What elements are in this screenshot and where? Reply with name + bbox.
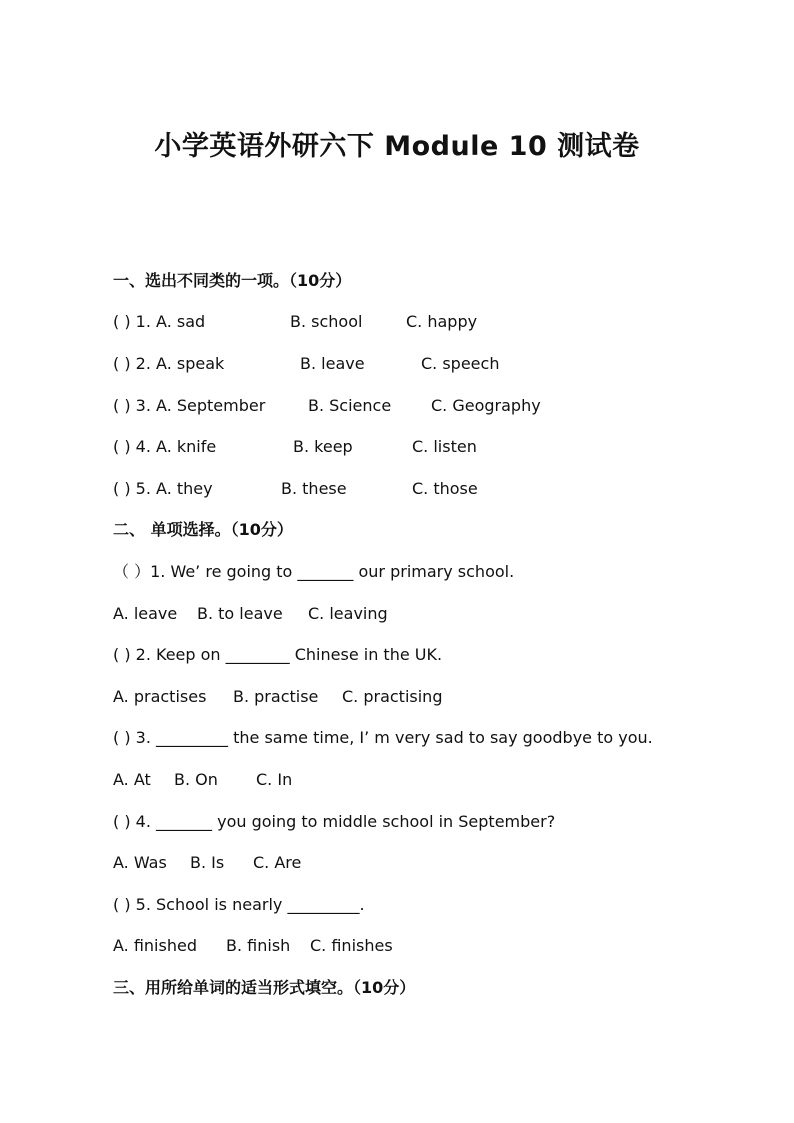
option-a: A. they xyxy=(156,479,213,498)
option-c: C. those xyxy=(412,479,478,498)
option-a: A. speak xyxy=(156,354,225,373)
section-2-options xyxy=(113,769,713,791)
section-1-item xyxy=(113,353,713,375)
section-2-options xyxy=(113,935,713,957)
option-b: B. Is xyxy=(190,853,225,872)
section-1-item xyxy=(113,395,713,417)
option-c: C. Geography xyxy=(431,396,541,415)
option-c: C. listen xyxy=(412,437,477,456)
section-1-item xyxy=(113,478,713,500)
section-2-question: ( ) 2. Keep on ________ Chinese in the UK. xyxy=(113,645,443,664)
answer-paren: ( ) xyxy=(113,479,131,498)
option-c: C. finishes xyxy=(310,936,393,955)
option-a: A. practises xyxy=(113,687,207,706)
answer-paren: ( ) xyxy=(113,312,131,331)
section-2-heading: 二、 单项选择。（10分） xyxy=(113,520,293,539)
option-b: B. finish xyxy=(226,936,291,955)
page-title: 小学英语外研六下 Module 10 测试卷 xyxy=(154,131,640,162)
option-a: A. September xyxy=(156,396,266,415)
section-1-item xyxy=(113,311,713,333)
option-b: B. On xyxy=(174,770,218,789)
option-a: A. sad xyxy=(156,312,206,331)
section-3-heading: 三、用所给单词的适当形式填空。（10分） xyxy=(113,978,416,997)
answer-paren: ( ) xyxy=(113,354,131,373)
option-c: C. leaving xyxy=(308,604,388,623)
option-b: B. keep xyxy=(293,437,353,456)
option-b: B. leave xyxy=(300,354,365,373)
item-number: 4. xyxy=(135,437,151,456)
item-number: 1. xyxy=(135,312,151,331)
option-c: C. practising xyxy=(342,687,443,706)
section-2-options xyxy=(113,686,713,708)
option-c: C. In xyxy=(256,770,293,789)
section-2-options xyxy=(113,603,713,625)
item-number: 5. xyxy=(135,479,151,498)
option-a: A. finished xyxy=(113,936,197,955)
section-2-question: ( ) 5. School is nearly _________. xyxy=(113,895,365,914)
option-c: C. happy xyxy=(406,312,478,331)
section-1-heading: 一、选出不同类的一项。（10分） xyxy=(113,271,352,290)
section-2-question: ( ) 3. _________ the same time, I’ m very sad to say goodbye to you. xyxy=(113,728,653,747)
option-a: A. knife xyxy=(156,437,217,456)
option-a: A. Was xyxy=(113,853,167,872)
option-a: A. leave xyxy=(113,604,178,623)
option-b: B. school xyxy=(290,312,363,331)
section-1-item xyxy=(113,436,713,458)
option-c: C. speech xyxy=(421,354,500,373)
option-b: B. Science xyxy=(308,396,392,415)
option-a: A. At xyxy=(113,770,151,789)
answer-paren: ( ) xyxy=(113,437,131,456)
section-2-question: ( ) 4. _______ you going to middle school in September? xyxy=(113,812,556,831)
item-number: 3. xyxy=(135,396,151,415)
option-b: B. to leave xyxy=(197,604,283,623)
answer-paren: ( ) xyxy=(113,396,131,415)
section-2-question: （ ）1. We’ re going to _______ our primary school. xyxy=(113,562,515,581)
option-c: C. Are xyxy=(253,853,302,872)
option-b: B. practise xyxy=(233,687,319,706)
item-number: 2. xyxy=(135,354,151,373)
option-b: B. these xyxy=(281,479,347,498)
section-2-options xyxy=(113,852,713,874)
